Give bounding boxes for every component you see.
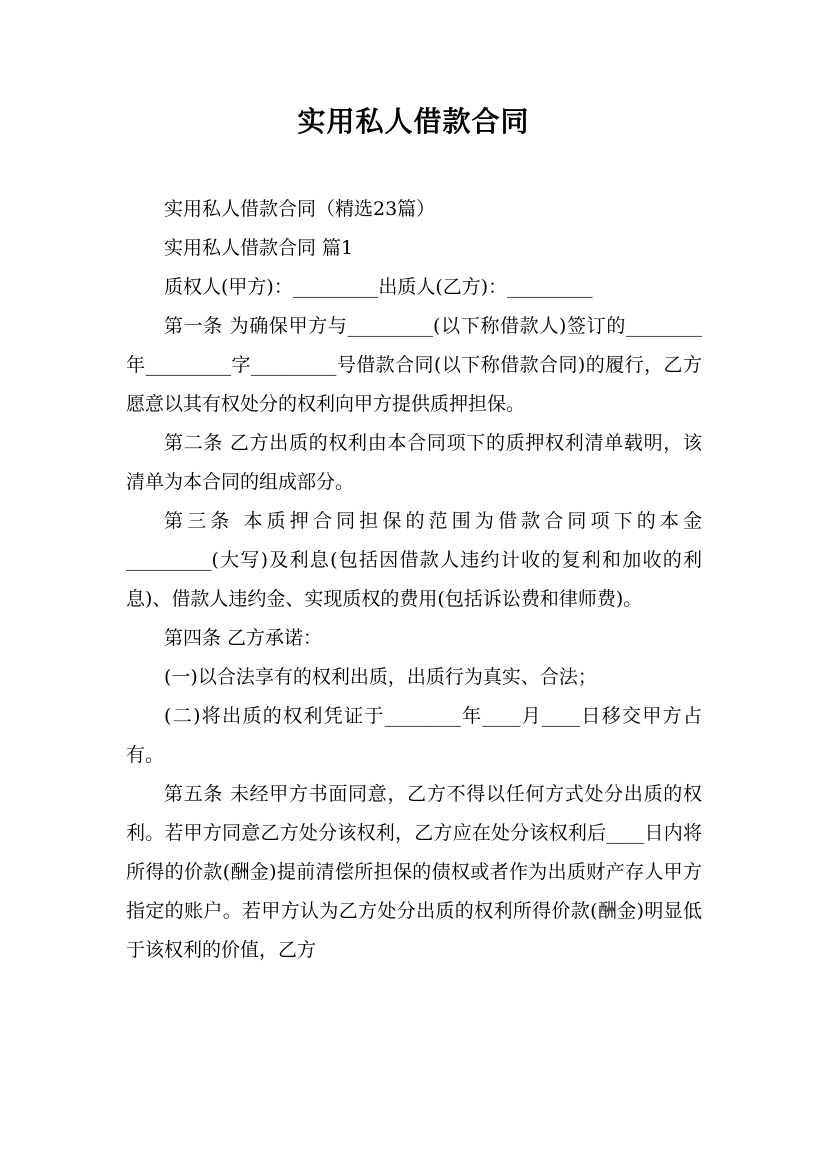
article-5: 第五条 未经甲方书面同意，乙方不得以任何方式处分出质的权利。若甲方同意乙方处分该权利，乙方应在处分该权利后____日内将所得的价款(酬金)提前清偿所担保的债权或者作为出质财产存人甲方指定的账户。若甲方认为乙方处分出质的权利所得价款(酬金)明显低于该权利的价值，乙方 [126,783,702,961]
article-1: 第一条 为确保甲方与_________(以下称借款人)签订的________年_________字_________号借款合同(以下称借款合同)的履行，乙方愿意以其有权处分的权利向甲方提供质押担保。 [126,315,702,415]
document-body [126,190,702,970]
intro-heading: 实用私人借款合同（精选23篇） [164,198,436,220]
article-4: 第四条 乙方承诺： [164,627,323,649]
article-2: 第二条 乙方出质的权利由本合同项下的质押权利清单载明，该清单为本合同的组成部分。 [126,432,702,493]
article-4-item-2: (二)将出质的权利凭证于________年____月____日移交甲方占有。 [126,705,702,766]
section-heading: 实用私人借款合同 篇1 [164,237,354,259]
article-4-item-1: (一)以合法享有的权利出质，出质行为真实、合法； [164,666,597,688]
document-title: 实用私人借款合同 [297,105,530,138]
article-3: 第三条 本质押合同担保的范围为借款合同项下的本金_________(大写)及利息(包括因借款人违约计收的复利和加收的利息)、借款人违约金、实现质权的费用(包括诉讼费和律师费)。 [126,510,702,610]
parties-line: 质权人(甲方)：_________出质人(乙方)：_________ [164,276,593,298]
